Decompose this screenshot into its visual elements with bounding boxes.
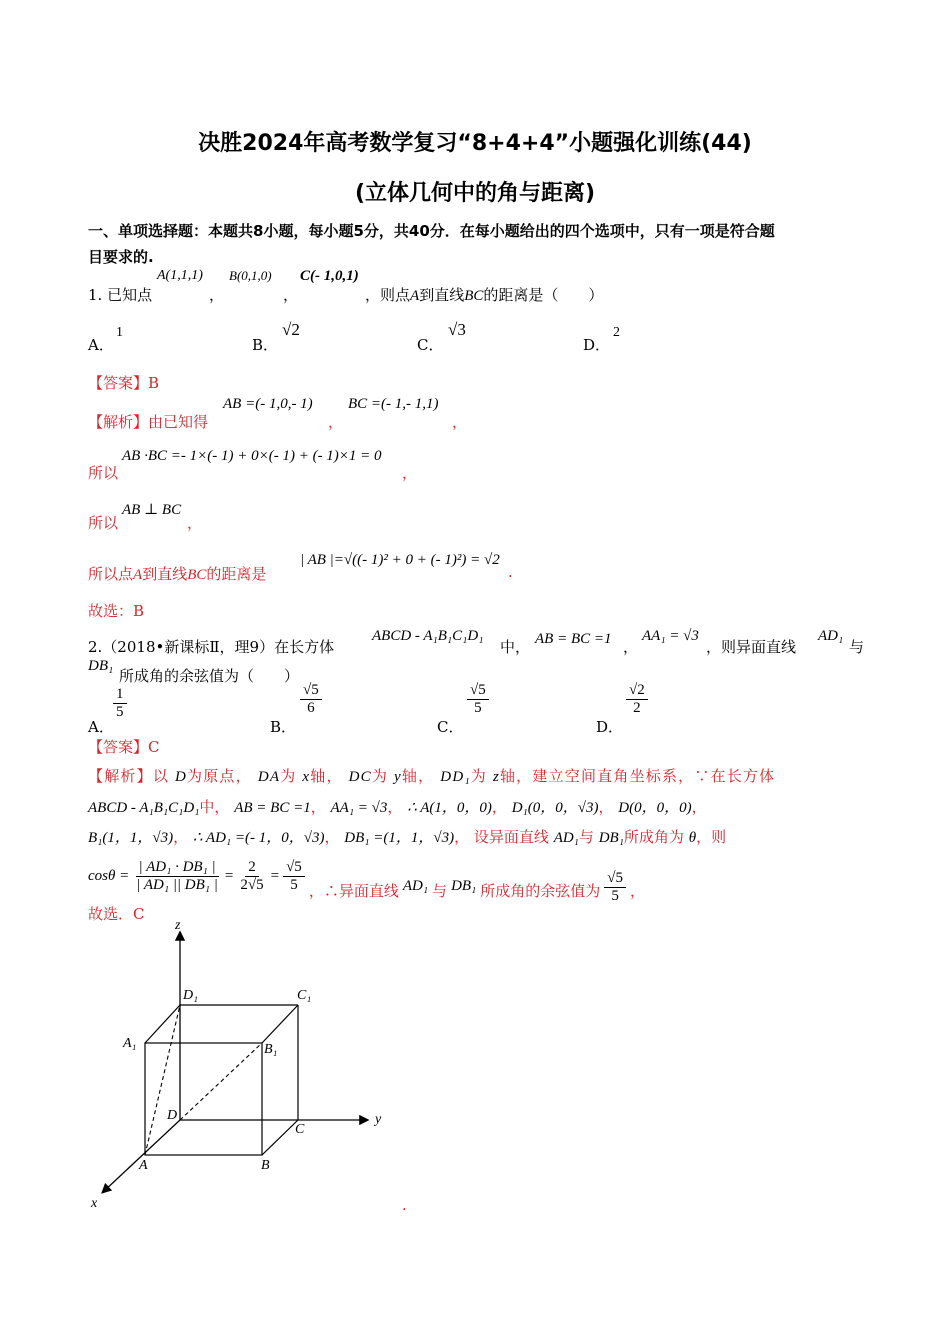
q2-a3: 为 [280, 767, 297, 785]
q2-b-comma-3: ， [491, 798, 507, 816]
q1-option-a[interactable] [88, 334, 114, 355]
q2-cos-lhs: cosθ = [88, 868, 130, 884]
q2-b-point-d1: D₁(0，0，√3) [511, 800, 599, 816]
q1-vec-ab: AB =(- 1,0,- 1) [223, 396, 313, 412]
q2-d-ad1: AD₁ [402, 878, 429, 894]
q2-analysis-tag: 【解析】 [88, 767, 153, 785]
q1-option-c-label: C． [417, 336, 444, 354]
q2-analysis-line2 [88, 796, 707, 817]
q1-distance-line: BC [187, 567, 207, 583]
q2-option-c[interactable] [437, 716, 463, 737]
q1-analysis-tag: 【解析】 [88, 413, 149, 431]
q2-option-b[interactable] [270, 716, 296, 737]
q2-answer: 【答案】C [88, 738, 160, 756]
q2-c-theta: θ [688, 830, 697, 846]
q2-d1: ，∴异面直线 [308, 882, 399, 900]
q2-a1: 以 [152, 767, 170, 785]
q1-point-a: A(1,1,1) [157, 268, 203, 283]
q2-a-z: z [492, 769, 500, 785]
q2-option-b-den: 6 [307, 700, 315, 716]
q2-option-a-frac [113, 686, 127, 721]
q2-a6: 轴， [401, 767, 435, 785]
q1-stem-c: 的距离是（ ） [483, 286, 604, 304]
q2-cuboid: ABCD - A₁B₁C₁D₁ [372, 628, 484, 644]
q2-stem: ，则异面直线 [706, 638, 797, 656]
label-d: D [167, 1108, 178, 1123]
q2-c-db1: DB₁ [598, 830, 624, 846]
q2-cos-eq-2: = [270, 868, 280, 884]
q1-option-b-value: √2 [282, 320, 300, 339]
q1-option-d-label: D． [583, 336, 611, 354]
label-c1: C₁ [297, 988, 312, 1003]
q1-prefix: 1. 已知点 [88, 286, 153, 304]
q2-c-angle: 所成角为 [623, 828, 684, 846]
q2-a-d: D [174, 769, 188, 785]
q2-b1: 中， [199, 798, 230, 816]
label-c: C [295, 1122, 305, 1137]
label-a1: A₁ [123, 1036, 137, 1051]
q2-b-point-d: D(0，0，0) [618, 800, 692, 816]
q2-cos-mid-num: 2 [245, 859, 259, 877]
q2-a-da: DA [257, 769, 281, 785]
q1-so-2: 所以 [88, 514, 119, 532]
q2-a2: 为原点， [187, 767, 252, 785]
q2-c-with: 与 [578, 828, 594, 846]
q1-stem-b: 到直线 [419, 286, 465, 304]
q1-comma-4: ， [452, 413, 468, 431]
q2-a-dc: DC [348, 769, 372, 785]
q2-prefix: 2.（2018•新课标Ⅱ，理9）在长方体 [88, 638, 335, 656]
x-axis [103, 1120, 180, 1192]
q1-option-d[interactable] [583, 334, 610, 355]
q2-cos-frac-1 [133, 859, 221, 894]
q1-comma-5: ， [402, 464, 418, 482]
q2-a7: 为 [470, 767, 487, 785]
q2-cos-formula [88, 848, 645, 905]
q2-stem-line2: 所成角的余弦值为（ ） [119, 667, 300, 685]
q2-d-num: √5 [604, 870, 626, 888]
label-b1: B₁ [264, 1042, 278, 1057]
q2-c-comma-1: ， [173, 828, 189, 846]
q2-analysis-line3 [88, 826, 726, 847]
q1-choose: 故选：B [88, 602, 145, 620]
q1-dot-product: AB ·BC =- 1×(- 1) + 0×(- 1) + (- 1)×1 = 0 [122, 448, 382, 464]
edge-b-c [262, 1120, 298, 1155]
q2-cos-frac-2 [237, 859, 266, 894]
q2-d-db1: DB₁ [451, 878, 477, 894]
q2-a5: 为 [371, 767, 389, 785]
q2-option-d-den: 2 [633, 700, 641, 716]
q2-db1: DB₁ [88, 658, 114, 674]
q2-option-b-num: √5 [300, 682, 322, 700]
q1-distance-suffix: 的距离是 [206, 565, 267, 583]
q2-choose: 故选．C [88, 905, 145, 923]
q2-d-comma: ， [630, 882, 646, 900]
q2-with: 与 [849, 638, 865, 656]
diagonal-a-d1 [145, 1005, 180, 1155]
q2-option-c-label: C． [437, 718, 464, 736]
cuboid-figure [85, 915, 395, 1215]
q2-option-a-den: 5 [116, 704, 124, 720]
q2-a-dd1: DD₁ [440, 769, 471, 785]
label-b: B [261, 1158, 270, 1173]
q1-analysis-lead: 由已知得 [148, 413, 209, 431]
q1-comma-2: ， [283, 286, 299, 304]
q2-b-comma-2: ， [387, 798, 403, 816]
q2-b-comma-4: ， [598, 798, 614, 816]
q1-comma-6: ， [187, 514, 203, 532]
q2-option-c-frac [467, 682, 489, 717]
label-y: y [375, 1112, 382, 1127]
q1-distance-point: A [133, 567, 143, 583]
q2-b-aa1: AA₁ = √3 [330, 800, 388, 816]
q2-ab-eq: AB = BC =1 [535, 631, 612, 647]
label-a: A [139, 1158, 148, 1173]
q1-option-b[interactable] [252, 334, 278, 355]
q1-vec-bc: BC =(- 1,- 1,1) [348, 396, 439, 412]
q2-b-cuboid: ABCD - A₁B₁C₁D₁ [88, 800, 200, 816]
q1-option-b-label: B． [252, 336, 279, 354]
q2-b-ab: AB = BC =1 [234, 800, 311, 816]
page-title: 决胜2024年高考数学复习“8+4+4”小题强化训练(44) [198, 131, 752, 156]
edge-a1-d1 [145, 1005, 180, 1043]
q1-point-b: B(0,1,0) [229, 268, 272, 283]
q2-option-a-label: A． [88, 718, 114, 736]
label-d1: D₁ [183, 988, 198, 1003]
section-heading: 一、单项选择题：本题共8小题，每小题5分，共40分．在每小题给出的四个选项中，只有一项是符合题 [88, 222, 775, 240]
q2-option-a[interactable] [88, 716, 114, 737]
q2-option-c-num: √5 [467, 682, 489, 700]
q1-distance-text [88, 563, 266, 584]
q1-period: . [508, 563, 513, 581]
q2-b-point-b1: B₁(1，1，√3) [88, 830, 174, 846]
q1-distance-prefix: 所以点 [88, 565, 134, 583]
q2-a8: 轴，建立空间直角坐标系，∵在长方体 [499, 767, 776, 785]
q2-analysis-line1 [88, 765, 775, 786]
q2-option-b-label: B． [270, 718, 297, 736]
q1-stem [365, 284, 603, 305]
q2-d-den: 5 [611, 888, 619, 904]
q1-option-c-value: √3 [448, 320, 466, 339]
q2-aa1-eq: AA₁ = √3 [642, 628, 699, 644]
q2-option-d-label: D． [596, 718, 624, 736]
q2-c-ad1: AD₁ [553, 830, 579, 846]
q2-cos-num: | AD₁ · DB₁ | [136, 859, 219, 877]
q2-cos-eq-1: = [224, 868, 234, 884]
q2-a4: 轴， [310, 767, 343, 785]
q1-answer: 【答案】B [88, 374, 160, 392]
q2-c-comma-3: ， [454, 828, 470, 846]
trailing-dot: . [402, 1196, 407, 1214]
q1-comma-3: ， [328, 413, 344, 431]
label-z: z [175, 918, 181, 933]
q2-cos-res-den: 5 [290, 877, 298, 893]
section-heading-cont: 目要求的. [88, 248, 154, 266]
q2-c-let: 设异面直线 [473, 828, 549, 846]
diagonal-d-b1 [180, 1043, 262, 1120]
q2-d-frac [604, 870, 626, 905]
edge-b1-c1 [262, 1005, 298, 1043]
front-face [145, 1043, 262, 1155]
q2-cos-res-num: √5 [283, 859, 305, 877]
q2-c-then: ，则 [696, 828, 727, 846]
q2-a-y: y [394, 769, 402, 785]
q1-point-c: C(- 1,0,1) [300, 268, 359, 284]
q2-c-comma-2: ， [324, 828, 340, 846]
q2-option-c-den: 5 [474, 700, 482, 716]
q1-comma-1: ， [209, 286, 225, 304]
q1-perp: AB ⊥ BC [122, 502, 182, 518]
q2-ad1: AD₁ [818, 628, 844, 644]
q2-b-comma-1: ， [310, 798, 326, 816]
q2-option-d[interactable] [596, 716, 623, 737]
label-x: x [91, 1196, 98, 1211]
q2-option-a-num: 1 [113, 686, 127, 704]
q2-d2: 所成角的余弦值为 [480, 882, 601, 900]
q2-b-point-a: ∴ A(1，0，0) [407, 800, 492, 816]
q2-d-with: 与 [432, 882, 448, 900]
q2-mid: 中， [500, 638, 531, 656]
q2-option-d-frac [626, 682, 648, 717]
q1-option-a-label: A． [88, 336, 114, 354]
q2-c-vec-ad1: ∴ AD₁ =(- 1，0，√3) [192, 830, 325, 846]
q2-cos-frac-3 [283, 859, 305, 894]
q2-cos-mid-den: 2√5 [240, 877, 264, 893]
q2-option-d-num: √2 [626, 682, 648, 700]
q2-a-x: x [302, 769, 311, 785]
q2-cos-den: | AD₁ || DB₁ | [136, 877, 218, 893]
page-subtitle: (立体几何中的角与距离) [354, 181, 596, 206]
q1-stem-a: ，则点 [365, 286, 411, 304]
q1-so-1: 所以 [88, 464, 119, 482]
q1-distance-mid: 到直线 [142, 565, 188, 583]
q1-option-d-value: 2 [613, 325, 620, 340]
q1-stem-line: BC [464, 288, 484, 304]
q2-b-comma-5: ， [691, 798, 707, 816]
q1-distance-formula: | AB |=√((- 1)² + 0 + (- 1)²) = √2 [300, 552, 500, 568]
q2-comma-1: ， [623, 638, 639, 656]
q1-stem-point: A [410, 288, 420, 304]
q2-option-b-frac [300, 682, 322, 717]
q1-option-c[interactable] [417, 334, 443, 355]
q1-option-a-value: 1 [116, 325, 123, 340]
q2-c-vec-db1: DB₁ =(1，1，√3) [344, 830, 455, 846]
q1-analysis-intro [88, 411, 208, 432]
